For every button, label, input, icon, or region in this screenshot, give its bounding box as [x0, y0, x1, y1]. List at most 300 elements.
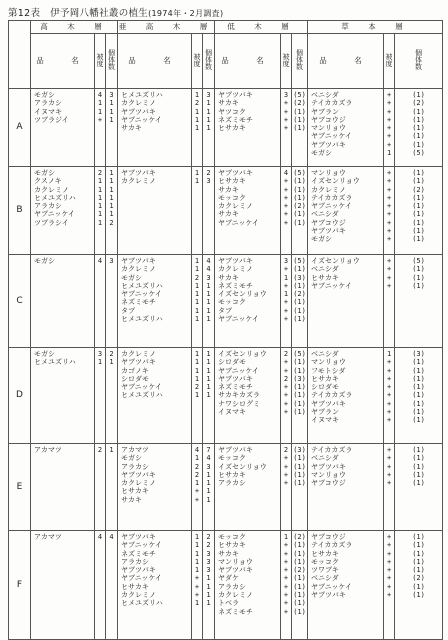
cover-value: + — [283, 298, 289, 307]
cover-value: 1 — [194, 541, 200, 550]
species-name: テイカカズラ — [311, 391, 353, 400]
cover-value: + — [283, 306, 289, 315]
species-col-header-shrub — [215, 34, 281, 89]
cover-value: + — [386, 273, 392, 282]
count-value: (1) — [293, 366, 306, 375]
count-value: 1 — [206, 315, 211, 324]
species-col-header-sub — [118, 34, 192, 89]
count-value: 2 — [206, 169, 211, 177]
count-value: (1) — [412, 416, 425, 425]
cover-value: 1 — [194, 366, 200, 375]
cover-value: + — [194, 574, 200, 583]
species-name: ヒサカキ — [218, 124, 246, 133]
cover-value: + — [386, 366, 392, 375]
count-value: 1 — [206, 281, 211, 290]
site-header-cell — [9, 21, 31, 89]
cover-cell-shrub — [281, 167, 292, 255]
species-name: ネズミモチ — [218, 383, 254, 392]
cover-value: 1 — [194, 281, 200, 290]
cover-value: + — [194, 487, 200, 496]
count-value: 3 — [206, 91, 211, 99]
count-value: (2) — [412, 99, 425, 108]
site-label: D — [9, 348, 31, 444]
cover-value: + — [386, 185, 392, 194]
cover-value: + — [386, 454, 392, 463]
cover-value: + — [283, 185, 289, 194]
count-cell-shrub — [292, 531, 308, 640]
count-value: (1) — [412, 582, 425, 591]
cover-value: + — [386, 115, 392, 124]
species-name: イヌマキ — [311, 416, 340, 425]
species-cell-herb — [308, 167, 384, 255]
species-name: ヤダケ — [218, 574, 239, 583]
species-name: ヤブニッケイ — [218, 218, 259, 227]
species-name: ヤブツバキ — [121, 358, 156, 367]
species-name: アラカシ — [218, 479, 247, 488]
count-col-header-shrub — [292, 34, 308, 89]
count-value: (1) — [412, 408, 425, 417]
cover-value: 1 — [97, 185, 103, 194]
cover-value: + — [386, 479, 392, 488]
count-value: 1 — [206, 487, 211, 496]
species-name: カクレミノ — [121, 99, 157, 108]
species-name: ツワブキ — [311, 566, 339, 575]
site-label: E — [9, 444, 31, 531]
count-value: (1) — [412, 533, 425, 541]
species-col-header-herb — [308, 34, 384, 89]
species-name: アカマツ — [121, 446, 149, 454]
count-value: (1) — [293, 177, 306, 186]
count-value: 1 — [206, 124, 211, 133]
cover-col-header-herb — [384, 34, 395, 89]
count-value: (1) — [293, 281, 306, 290]
count-value: 1 — [206, 599, 211, 608]
species-name: ヒメユズリハ — [121, 315, 163, 324]
species-name: イズセンリョウ — [218, 290, 267, 299]
species-name: テイカカズラ — [311, 446, 353, 454]
count-value: (1) — [293, 218, 306, 227]
count-value: (5) — [412, 149, 425, 158]
species-name: ヒサカキ — [218, 541, 246, 550]
cover-value: + — [386, 140, 392, 149]
species-name: イヌマキ — [34, 107, 62, 116]
cover-value: + — [386, 227, 392, 236]
species-name: マンリョウ — [311, 470, 346, 479]
cover-col-label: 被度 — [282, 52, 291, 67]
species-name: カクレミノ — [121, 177, 157, 186]
cover-value: 1 — [194, 169, 200, 177]
count-value: (1) — [293, 399, 306, 408]
species-cell-herb — [308, 531, 384, 640]
species-name: ヤブニッケイ — [218, 366, 259, 375]
species-cell-tall — [31, 348, 95, 444]
species-name: シロダモ — [311, 383, 340, 392]
cover-cell-shrub — [281, 531, 292, 640]
count-value: 2 — [109, 218, 114, 227]
site-row — [9, 167, 443, 255]
species-name: マンリョウ — [311, 124, 346, 133]
count-value: (1) — [412, 265, 425, 274]
count-value: (3) — [293, 374, 306, 383]
cover-value: 1 — [194, 549, 200, 558]
cover-value: + — [283, 566, 289, 575]
species-name: ヒメユズリハ — [121, 91, 163, 99]
cover-value: 1 — [194, 350, 200, 358]
species-cell-sub — [118, 531, 192, 640]
species-name: ヤブニッケイ — [311, 132, 352, 141]
count-value: (1) — [412, 227, 425, 236]
count-value: (1) — [293, 591, 306, 600]
species-name: カクレミノ — [218, 202, 254, 211]
count-value: 1 — [206, 358, 211, 367]
species-name: マンリョウ — [311, 169, 346, 177]
cover-col-header-sub — [192, 34, 203, 89]
species-name: サカキ — [218, 273, 239, 282]
cover-cell-shrub — [281, 89, 292, 167]
cover-value: + — [97, 115, 103, 124]
cover-value: 2 — [194, 99, 200, 108]
cover-value: + — [386, 399, 392, 408]
cover-value: + — [386, 549, 392, 558]
species-cell-tall — [31, 444, 95, 531]
species-col-label: 品 名 — [36, 55, 89, 65]
count-value: (1) — [293, 549, 306, 558]
species-cell-shrub — [215, 89, 281, 167]
count-cell-shrub — [292, 444, 308, 531]
count-value: 1 — [206, 582, 211, 591]
count-value: 4 — [206, 454, 211, 463]
layer-header-row — [9, 21, 443, 34]
count-value: (1) — [293, 107, 306, 116]
species-name: モガシ — [34, 91, 55, 99]
layer-header-tall: 高 木 層 — [31, 21, 118, 34]
count-cell-herb — [395, 444, 443, 531]
species-cell-sub — [118, 89, 192, 167]
species-name: ヤブコウジ — [311, 115, 346, 124]
count-value: 3 — [109, 257, 114, 265]
species-name: ヤブツバキ — [218, 446, 253, 454]
cover-value: 1 — [194, 265, 200, 274]
count-value: (1) — [293, 574, 306, 583]
species-name: ヒメユズリハ — [121, 281, 163, 290]
cover-value: + — [386, 235, 392, 244]
count-col-label: 個体数 — [107, 49, 116, 71]
count-value: 1 — [206, 290, 211, 299]
cover-value: + — [283, 479, 289, 488]
cover-value: + — [283, 218, 289, 227]
species-name: ヤブラン — [311, 107, 340, 116]
cover-value: + — [386, 265, 392, 274]
count-cell-tall — [106, 89, 118, 167]
cover-cell-shrub — [281, 255, 292, 348]
species-name: イヌマキ — [218, 408, 247, 417]
species-col-label: 品 名 — [128, 55, 181, 65]
cover-value: + — [283, 383, 289, 392]
cover-value: 1 — [194, 306, 200, 315]
count-value: 1 — [109, 210, 114, 219]
cover-value: 1 — [194, 290, 200, 299]
species-name: クスノキ — [34, 177, 62, 186]
cover-value: 2 — [283, 350, 289, 358]
count-cell-herb — [395, 89, 443, 167]
species-name: ヒサカキ — [121, 487, 149, 496]
count-value: (1) — [412, 454, 425, 463]
species-name: サカキ — [218, 549, 239, 558]
cover-col-label: 被度 — [96, 52, 104, 67]
count-value: (1) — [412, 140, 425, 149]
species-name: タブ — [121, 306, 136, 315]
count-value: (1) — [293, 408, 306, 417]
species-cell-shrub — [215, 531, 281, 640]
species-name: アラカシ — [218, 582, 247, 591]
species-name: ヤブニッケイ — [121, 290, 162, 299]
species-name: ヤブツバキ — [218, 91, 253, 99]
species-name: サカキ — [121, 124, 142, 133]
count-value: (1) — [412, 391, 425, 400]
count-cell-sub — [203, 167, 215, 255]
count-value: (3) — [293, 446, 306, 454]
cover-cell-sub — [192, 444, 203, 531]
count-value: (5) — [293, 91, 306, 99]
count-value: 1 — [109, 202, 114, 211]
cover-value: + — [283, 599, 289, 608]
species-name: ヒサカキ — [121, 582, 149, 591]
count-value: (2) — [293, 566, 306, 575]
species-name: シロダモ — [218, 358, 247, 367]
count-value: 1 — [206, 591, 211, 600]
cover-value: + — [386, 99, 392, 108]
species-cell-shrub — [215, 255, 281, 348]
species-name: タブ — [218, 306, 233, 315]
species-name: マンリョウ — [218, 557, 253, 566]
cover-cell-tall — [95, 348, 106, 444]
count-value: (1) — [412, 91, 425, 99]
count-col-header-sub — [203, 34, 215, 89]
count-value: (2) — [412, 185, 425, 194]
species-name: ヤブツバキ — [121, 107, 156, 116]
count-value: (1) — [412, 358, 425, 367]
cover-value: + — [386, 374, 392, 383]
cover-value: + — [283, 124, 289, 133]
count-value: 2 — [206, 541, 211, 550]
species-name: ヤブラン — [311, 408, 340, 417]
species-name: モガシ — [34, 350, 55, 358]
count-value: 2 — [109, 350, 114, 358]
cover-value: 1 — [97, 210, 103, 219]
species-cell-herb — [308, 444, 384, 531]
count-value: (1) — [293, 470, 306, 479]
cover-value: 4 — [194, 446, 200, 454]
cover-value: 1 — [194, 599, 200, 608]
species-cell-tall — [31, 255, 95, 348]
cover-value: 1 — [194, 533, 200, 541]
cover-value: 1 — [194, 177, 200, 186]
cover-value: + — [386, 416, 392, 425]
cover-value: + — [386, 391, 392, 400]
cover-value: + — [386, 202, 392, 211]
count-value: (1) — [412, 557, 425, 566]
cover-cell-herb — [384, 531, 395, 640]
count-col-label: 個体数 — [204, 49, 213, 71]
cover-value: + — [283, 462, 289, 471]
cover-cell-tall — [95, 89, 106, 167]
species-name: ナワシログミ — [218, 399, 261, 408]
cover-cell-tall — [95, 167, 106, 255]
species-name: マンリョウ — [311, 358, 346, 367]
count-value: (1) — [412, 549, 425, 558]
species-name: ヒサカキ — [218, 177, 246, 186]
cover-cell-sub — [192, 531, 203, 640]
species-name: ヒサカキ — [311, 374, 339, 383]
species-name: ネズミモチ — [218, 115, 254, 124]
cover-value: 2 — [194, 273, 200, 282]
count-value: (1) — [293, 298, 306, 307]
count-value: 3 — [206, 549, 211, 558]
column-header-row — [9, 34, 443, 89]
cover-value: + — [386, 541, 392, 550]
count-value: (3) — [412, 350, 425, 358]
count-value: (1) — [293, 462, 306, 471]
cover-value: 1 — [194, 257, 200, 265]
count-value: 1 — [206, 495, 211, 504]
cover-value: + — [386, 107, 392, 116]
cover-value: 2 — [194, 383, 200, 392]
site-label: C — [9, 255, 31, 348]
species-name: ヒメユズリハ — [121, 599, 163, 608]
count-value: (1) — [412, 366, 425, 375]
count-value: (2) — [412, 574, 425, 583]
species-name: ヒサカキ — [311, 273, 339, 282]
species-name: ヤブコウジ — [311, 218, 346, 227]
cover-value: 1 — [194, 479, 200, 488]
cover-value: 1 — [194, 107, 200, 116]
species-name: モガシ — [34, 169, 55, 177]
count-value: 2 — [206, 533, 211, 541]
count-cell-shrub — [292, 348, 308, 444]
cover-value: 1 — [97, 107, 103, 116]
cover-cell-herb — [384, 89, 395, 167]
species-name: イズセンリョウ — [218, 350, 267, 358]
species-name: ヤブツバキ — [121, 257, 156, 265]
species-name: ネズミモチ — [218, 607, 254, 616]
cover-value: + — [283, 591, 289, 600]
species-name: ヒメユズリハ — [34, 193, 76, 202]
count-cell-herb — [395, 167, 443, 255]
species-name: カクレミノ — [34, 185, 69, 194]
cover-value: 1 — [194, 315, 200, 324]
cover-col-label: 被度 — [385, 52, 394, 67]
count-value: 3 — [109, 91, 114, 99]
count-value: (3) — [293, 273, 306, 282]
cover-value: + — [283, 177, 289, 186]
cover-cell-herb — [384, 255, 395, 348]
count-value: (5) — [293, 350, 306, 358]
cover-cell-shrub — [281, 348, 292, 444]
cover-cell-shrub — [281, 444, 292, 531]
count-cell-sub — [203, 255, 215, 348]
cover-value: + — [386, 193, 392, 202]
species-name: ヤブコウジ — [311, 533, 346, 541]
cover-value: + — [386, 177, 392, 186]
count-value: 1 — [206, 350, 211, 358]
species-name: カクレミノ — [121, 265, 157, 274]
cover-value: + — [386, 210, 392, 219]
count-value: (1) — [412, 462, 425, 471]
layer-header-shrub: 低 木 層 — [215, 21, 308, 34]
species-name: サカキカズラ — [218, 391, 260, 400]
species-name: ヤブニッケイ — [311, 582, 352, 591]
count-value: 1 — [206, 374, 211, 383]
species-name: ヤブツバキ — [218, 374, 253, 383]
species-name: ヤブニッケイ — [121, 541, 162, 550]
species-cell-shrub — [215, 167, 281, 255]
count-value: 1 — [109, 446, 114, 454]
count-cell-tall — [106, 255, 118, 348]
cover-value: + — [386, 533, 392, 541]
cover-value: 1 — [283, 533, 289, 541]
cover-value: + — [386, 124, 392, 133]
species-name: ヤブニッケイ — [121, 383, 162, 392]
cover-value: 4 — [283, 169, 289, 177]
species-name: ネズミモチ — [121, 298, 157, 307]
species-name: カクレミノ — [121, 350, 157, 358]
species-name: モッコク — [218, 454, 246, 463]
count-value: (1) — [293, 265, 306, 274]
cover-value: + — [283, 549, 289, 558]
count-value: (2) — [293, 533, 306, 541]
cover-value: 1 — [194, 298, 200, 307]
species-name: カクレミノ — [218, 591, 254, 600]
count-value: 1 — [206, 306, 211, 315]
species-name: ヤブツバキ — [218, 169, 253, 177]
count-cell-tall — [106, 444, 118, 531]
table-title-date: (1974年・2月調査) — [148, 9, 224, 18]
cover-value: + — [386, 169, 392, 177]
count-value: 1 — [109, 193, 114, 202]
cover-value: + — [386, 91, 392, 99]
count-col-label: 個体数 — [414, 49, 423, 71]
site-row — [9, 255, 443, 348]
species-name: モッコク — [218, 533, 246, 541]
count-value: (1) — [293, 479, 306, 488]
species-name: ヤブニッケイ — [34, 210, 75, 219]
count-value: (1) — [293, 306, 306, 315]
cover-cell-sub — [192, 348, 203, 444]
cover-value: 3 — [283, 91, 289, 99]
count-value: 1 — [206, 391, 211, 400]
cover-value: 4 — [97, 533, 103, 541]
cover-value: + — [283, 315, 289, 324]
cover-value: + — [283, 408, 289, 417]
species-name: ネズミモチ — [218, 281, 254, 290]
cover-value: + — [194, 591, 200, 600]
count-value: (1) — [412, 124, 425, 133]
count-value: (1) — [293, 557, 306, 566]
cover-value: 1 — [97, 218, 103, 227]
species-cell-sub — [118, 255, 192, 348]
count-value: (1) — [412, 399, 425, 408]
count-value: (1) — [293, 607, 306, 616]
cover-value: 4 — [97, 257, 103, 265]
species-name: ヤブツバキ — [311, 227, 346, 236]
cover-value: + — [194, 582, 200, 591]
cover-value: 2 — [194, 470, 200, 479]
count-value: 1 — [109, 169, 114, 177]
cover-col-header-tall — [95, 34, 106, 89]
count-col-header-herb — [395, 34, 443, 89]
cover-value: 1 — [194, 557, 200, 566]
species-name: モガシ — [121, 454, 143, 463]
